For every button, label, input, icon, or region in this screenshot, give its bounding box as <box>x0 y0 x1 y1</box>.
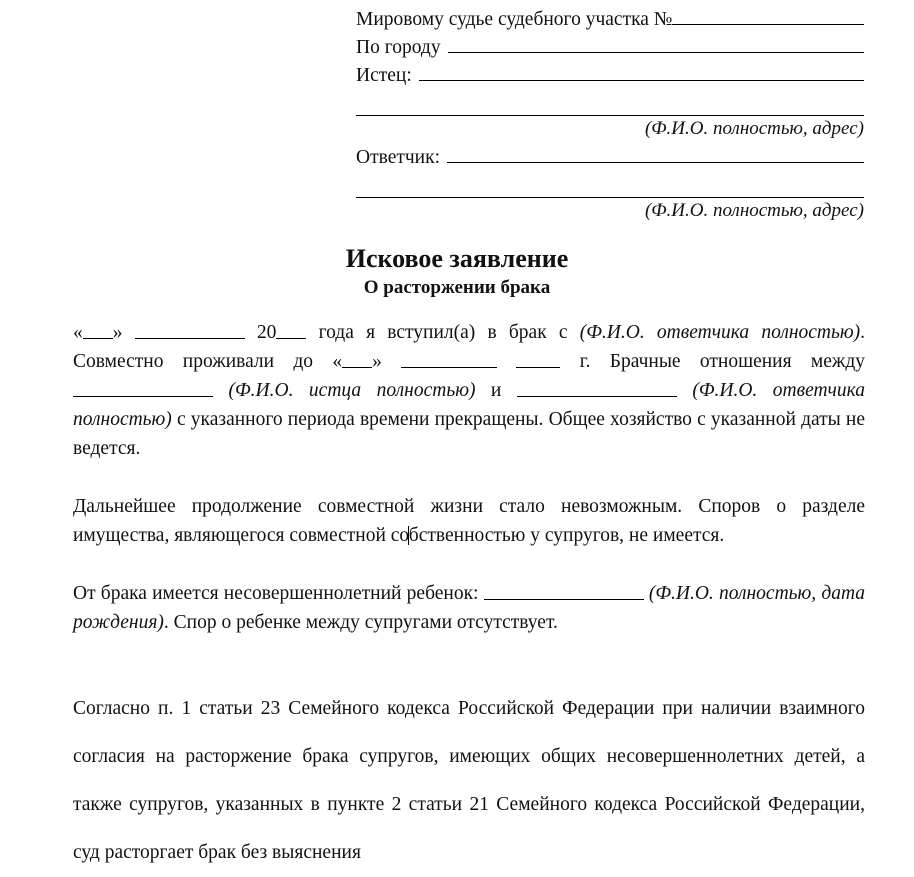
p1-quote-open: « <box>73 322 83 343</box>
p3-hint-child: (Ф.И.О. полностью, дата рождения) <box>73 583 866 633</box>
page-title: Исковое заявление <box>345 244 569 273</box>
paragraph-property <box>73 492 865 550</box>
p1-year-blank[interactable] <box>276 323 306 339</box>
defendant-caption: (Ф.И.О. полностью, адрес) <box>644 200 864 221</box>
court-number-blank[interactable] <box>672 6 864 25</box>
p2-text-1: Дальнейшее продолжение совместной жизни стало невозможным. Споров о разделе имущества, являющегося совместной со <box>73 496 865 546</box>
p1-year2-blank[interactable] <box>516 352 560 368</box>
defendant-label: Ответчик: <box>356 147 441 168</box>
city-label: По городу <box>356 37 441 58</box>
p1-text-2: . Совместно проживали до « <box>73 322 866 372</box>
p1-text-3: г. Брачные отношения между <box>579 351 866 372</box>
court-number-label: Мировому судье судебного участка № <box>356 9 673 30</box>
p1-quote-close-2: » <box>372 351 382 372</box>
plaintiff-label: Истец: <box>356 65 412 86</box>
addressee-block <box>356 6 864 224</box>
p1-plaintiff-blank[interactable] <box>73 381 213 397</box>
p2-text-2: бственностью у супругов, не имеется. <box>408 525 725 546</box>
paragraph-legal-basis: Согласно п. 1 статьи 23 Семейного кодекса Российской Федерации при наличии взаимного согласия на расторжение брака супругов, имеющих общих несовершеннолетних детей, а также супругов, указанных в пункте 2 статьи 21 Семейного кодекса Российской Федерации, суд расторгает брак без выяснения <box>73 698 865 863</box>
p1-day-blank[interactable] <box>83 323 113 339</box>
city-row <box>356 34 864 62</box>
p1-text-4: с указанного периода времени прекращены. Общее хозяйство с указанной даты не ведется. <box>73 409 866 459</box>
p1-quote-close: » <box>112 322 123 343</box>
paragraph-marriage-details <box>73 318 865 463</box>
defendant-blank[interactable] <box>447 144 864 163</box>
plaintiff-caption: (Ф.И.О. полностью, адрес) <box>644 118 864 139</box>
p1-text-1: года я вступил(а) в брак с <box>318 322 568 343</box>
p1-and: и <box>490 380 502 401</box>
p1-hint-plaintiff: (Ф.И.О. истца полностью) <box>228 380 476 401</box>
p1-defendant-blank[interactable] <box>517 381 677 397</box>
document-body <box>73 318 865 877</box>
defendant-row <box>356 144 864 172</box>
p1-hint-defendant-1: (Ф.И.О. ответчика полностью) <box>579 322 861 343</box>
plaintiff-blank[interactable] <box>419 62 864 81</box>
paragraph-child <box>73 579 865 637</box>
plaintiff-address-blank[interactable] <box>356 94 864 116</box>
p1-year-prefix: 20 <box>256 322 277 343</box>
p3-text-1: От брака имеется несовершеннолетний ребенок: <box>73 583 479 604</box>
plaintiff-row <box>356 62 864 90</box>
p1-month-blank[interactable] <box>135 323 245 339</box>
p1-day2-blank[interactable] <box>342 352 372 368</box>
city-blank[interactable] <box>448 34 864 53</box>
p1-month2-blank[interactable] <box>401 352 497 368</box>
p3-text-2: . Спор о ребенке между супругами отсутствует. <box>163 612 558 633</box>
p3-child-blank[interactable] <box>484 584 644 600</box>
court-number-row <box>356 6 864 34</box>
p1-hint-defendant-2: (Ф.И.О. ответчика полностью) <box>73 380 865 430</box>
page-subtitle: О расторжении брака <box>363 277 551 298</box>
defendant-address-blank[interactable] <box>356 176 864 198</box>
